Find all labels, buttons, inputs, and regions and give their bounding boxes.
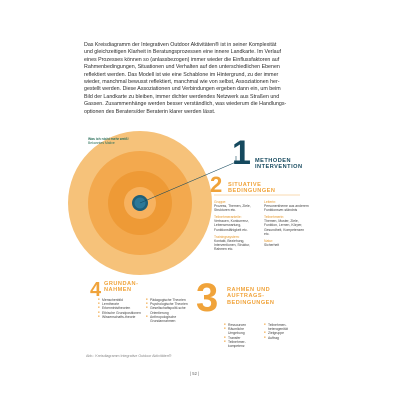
figure-caption: Abb.: Kreisdiagramm Integrative Outdoor Aktivitäten® (86, 354, 172, 358)
section3-title-line2: AUFTRAGS- (227, 293, 265, 300)
list-item: ■ Auftrag (264, 336, 306, 340)
section2-title-line1: SITUATIVE (228, 182, 262, 188)
section2-entry (264, 239, 310, 247)
section2-left-col (214, 200, 260, 251)
section2-entry (214, 200, 260, 212)
section4-right-list (146, 298, 196, 323)
intro-line: reflektiert werden. Das Modell ist wie eine Schablone im Hintergrund, zu der immer (84, 71, 279, 78)
intro-line: gestellt werden. Diese Assoziationen und Verbindungen ergeben dann ein, um beim (84, 86, 281, 93)
list-item: ■ Ressourcen (224, 323, 260, 327)
list-item: ■ Gesellschaftspoliti-sche Orientierung (146, 306, 196, 314)
section3-right-list (264, 323, 306, 340)
list-item: ■ Räumliche Umgebung (224, 327, 260, 335)
page-number: | 52 | (190, 371, 200, 376)
section4-number: 4 (90, 279, 102, 301)
section2-entry-text: Kontakt, Beziehung, Interventionen, Struktur, Rahmen etc. (214, 238, 250, 251)
intro-line: Das Kreisdiagramm der Integrativen Outdoor Aktivitäten® ist in seiner Komplexität (84, 42, 277, 48)
section3-title (227, 287, 274, 306)
list-item: ■ Erkenntnistheorien (98, 306, 144, 310)
section2-number: 2 (210, 172, 223, 197)
section2-entry (264, 200, 310, 212)
intro-line: und gleichzeitigen Klarheit in Beratungsprozessen eine innere Landkarte. Im Verlauf (84, 49, 281, 56)
center-label-line2: Bekanntes Malive (88, 141, 115, 146)
intro-line: eines Prozesses können so (anlassbezogen) immer wieder die Einflussfaktoren auf (84, 56, 280, 63)
section4-title-line2: NAHMEN (104, 287, 132, 294)
center-label (88, 137, 129, 145)
list-item: ■ Psychologische Theorien (146, 302, 196, 306)
section2-title (228, 182, 275, 195)
section4-left-list (98, 298, 144, 319)
section4-title-line1: GRUNDAN- (104, 281, 139, 287)
section2-entry-text: Themen, Muster, Ziele, Funktion, Lernen, Körper, Gesundheit, Kompetenzen etc. (264, 219, 305, 236)
section2-entry (264, 215, 310, 235)
section1-title-line2: INTERVENTION (255, 164, 303, 171)
list-item: ■ Teilnehmen-heterogenität (264, 323, 306, 331)
intro-line: Bild der Landkarte zu bleiben, immer dichter werdendes Netzwerk aus Straßen und (84, 93, 280, 100)
section2-entry-head: Gruppe: (214, 200, 227, 204)
section3-number: 3 (196, 276, 219, 320)
intro-line: optionen des Beraters/der Beraterin klarer werden lässt. (84, 108, 216, 115)
list-item: ■ Anthropologische Grundannahmen (146, 315, 196, 323)
section1-title (255, 158, 303, 171)
section3-title-line3: BEDINGUNGEN (227, 299, 275, 306)
list-item: ■ Transfer (224, 336, 260, 340)
section4-title (104, 281, 138, 294)
list-item: ■ Teilnehmer-kompetenz (224, 340, 260, 348)
list-item: ■ Pädagogische Theorien (146, 298, 196, 302)
section2-entry-text: Prozess, Themen, Ziele, Strukturen etc. (214, 204, 251, 213)
section2-entry-text: Personentheme aus anderem Funktionsver-ständnis (264, 204, 309, 213)
section2-entry (214, 215, 260, 231)
list-item: ■ Menschenbild (98, 298, 144, 302)
intro-line: wieder, manchmal bewusst reflektiert, manchmal wie von selbst, Assoziationen her- (84, 79, 280, 86)
section2-entry-head: Leiterin: (264, 200, 277, 204)
section2-entry (214, 235, 260, 251)
section3-title-line1: RAHMEN UND (227, 287, 271, 293)
list-item: ■ Ethische Grundpositionen (98, 311, 144, 315)
intro-line: Rahmenbedingungen, Situationen und Verhalten auf den unterschiedlichen Ebenen (84, 64, 280, 71)
section2-entry-head: Teilnehmerin: (264, 215, 285, 220)
section1-number: 1 (232, 134, 251, 172)
list-item: ■ Zielgruppe (264, 331, 306, 335)
section1-title-line1: METHODEN (255, 158, 292, 164)
list-item: ■ Wissenschafts-theorie (98, 315, 144, 319)
section2-entry-text: Vertrauen, Konkurrenz, Lebenserwartung, Funktionsfähigkeit etc. (214, 219, 249, 232)
center-label-line1: Was ich nicht mehr weiß! (88, 137, 129, 141)
intro-line: Gassen. Zusammenhänge werden besser verständlich, was wiederum die Handlungs- (84, 101, 287, 108)
list-item: ■ Lerntheorie (98, 302, 144, 306)
section2-entry-text: Sicherheit (264, 242, 280, 247)
section3-left-list (224, 323, 260, 348)
section2-title-line2: BEDINGUNGEN (228, 188, 276, 195)
section2-right-col (264, 200, 310, 247)
section2-entry-head: Teilnehmeranteile: (214, 215, 242, 220)
section2-entry-head: Trainingssystem: (214, 234, 240, 239)
section2-entry-head: Natur: (264, 238, 274, 243)
